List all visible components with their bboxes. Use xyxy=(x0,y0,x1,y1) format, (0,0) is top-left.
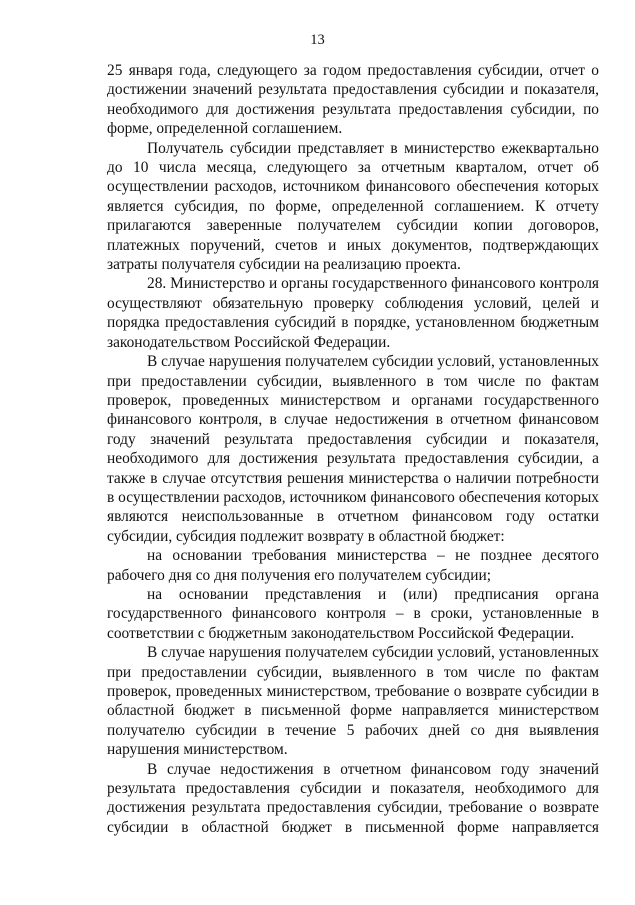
paragraph-ministry-requirement: на основании требования министерства – не позднее десятого рабочего дня со дня получения его получателем субсидии; xyxy=(107,547,599,584)
document-body xyxy=(107,61,599,837)
page-number: 13 xyxy=(310,32,325,48)
paragraph-violation-notice: В случае нарушения получателем субсидии условий, установленных при предоставлении субсидии, выявленного в том числе по фактам проверок, проведенных министерством, требование о возврате субсидии в областной бюджет в письменной форме направляется министерством получателю субсидии в течение 5 рабочих дней со дня выявления нарушения министерством. xyxy=(107,644,599,759)
paragraph-non-achievement: В случае недостижения в отчетном финансовом году значений результата предоставления субсидии и показателя, необходимого для достижения результата предоставления субсидии, требование о возврате субсидии в областной бюджет в письменной форме направляется xyxy=(107,760,599,836)
paragraph-quarterly-report: Получатель субсидии представляет в министерство ежеквартально до 10 числа месяца, следующего за отчетным кварталом, отчет об осуществлении расходов, источником финансового обеспечения которых является субсидия, по форме, определенной соглашением. К отчету прилагаются заверенные получателем субсидии копии договоров, платежных поручений, счетов и иных документов, подтверждающих затраты получателя субсидии на реализацию проекта. xyxy=(107,139,599,274)
paragraph-violation-return: В случае нарушения получателем субсидии условий, установленных при предоставлении субсидии, выявленного в том числе по фактам проверок, проведенных министерством и органами государственного финансового контроля, в случае недостижения в отчетном финансовом году значений результата предоставления субсидии и показателя, необходимого для достижения результата предоставления субсидии, а также в случае отсутствия решения министерства о наличии потребности в осуществлении расходов, источником финансового обеспечения которых являются неиспользованные в отчетном финансовом году остатки субсидии, субсидия подлежит возврату в областной бюджет: xyxy=(107,353,599,545)
paragraph-item-28: 28. Министерство и органы государственного финансового контроля осуществляют обязательную проверку соблюдения условий, целей и порядка предоставления субсидий в порядке, установленном бюджетным законодательством Российской Федерации. xyxy=(107,275,599,351)
paragraph-continuation: 25 января года, следующего за годом предоставления субсидии, отчет о достижении значений результата предоставления субсидии и показателя, необходимого для достижения результата предоставления субсидии, по форме, определенной соглашением. xyxy=(107,62,599,138)
paragraph-control-body-order: на основании представления и (или) предписания органа государственного финансового контроля – в сроки, установленные в соответствии с бюджетным законодательством Российской Федерации. xyxy=(107,585,599,642)
